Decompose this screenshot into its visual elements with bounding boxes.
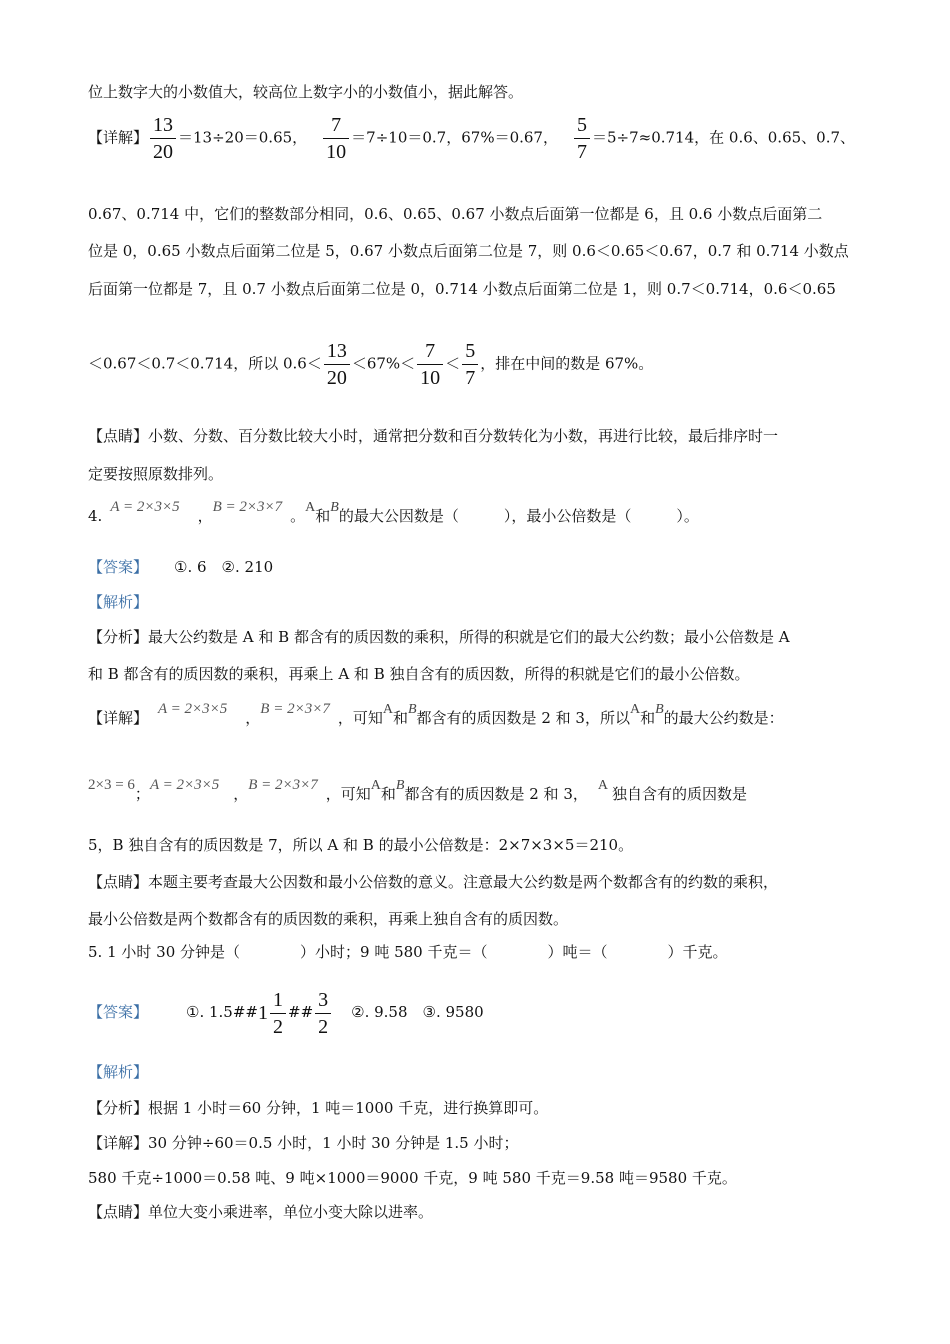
answer-label: 【答案】 [88,558,149,576]
expr-B: B = 2×3×7 [212,499,283,515]
q4-answer: 【答案】 ①. 6 ②. 210 [88,558,274,576]
q4-fenxi-cont: 和 B 都含有的质因数的乘积，再乘上 A 和 B 独自含有的质因数，所得的积就是它们的最小公倍数。 [88,665,750,683]
q5-analysis-label: 【解析】 [88,1063,149,1081]
fraction-7-10: $\frac{7}{10}$ [417,338,443,391]
tip-label: 【点睛】 [88,427,149,445]
q4-detail-2: 2×3 = 6；A = 2×3×5 ，B = 2×3×7 ，可知A和B都含有的质因数是 2 和 3， A 独自含有的质因数是 [88,777,748,803]
answer-label: 【答案】 [88,1003,149,1021]
detail-label: 【详解】 [88,1134,149,1152]
prev-analysis-line: 位上数字大的小数值大，较高位上数字小的小数值小，据此解答。 [88,83,524,101]
fraction-13-20: $\frac{13}{20}$ [324,338,350,391]
q5-detail: 【详解】30 分钟÷60＝0.5 小时，1 小时 30 分钟是 1.5 小时； [88,1134,519,1152]
fraction-3-2: $\frac{3}{2}$ [315,987,331,1040]
q4-detail-1: 【详解】 A = 2×3×5 ，B = 2×3×7 ，可知A和B都含有的质因数是 2 和 3，所以A和B的最大公约数是： [88,701,784,727]
fraction-7-10: $\frac{7}{10}$ [323,112,349,165]
expr-A: A = 2×3×5 [110,499,180,515]
question-5: 5. 1 小时 30 分钟是（ ）小时；9 吨 580 千克＝（ ）吨＝（ ）千克。 [88,943,728,961]
fraction-1-2: $\frac{1}{2}$ [270,987,286,1040]
fraction-5-7: $\frac{5}{7}$ [574,112,590,165]
fraction-5-7: $\frac{5}{7}$ [462,338,478,391]
detail-label: 【详解】 [88,709,149,727]
fenxi-label: 【分析】 [88,1099,149,1117]
q4-tip: 【点睛】本题主要考查最大公因数和最小公倍数的意义。注意最大公约数是两个数都含有的约数的乘积， [88,873,779,891]
question-4: 4. A = 2×3×5 ，B = 2×3×7 。A和B的最大公因数是（ ），最小公倍数是（ ）。 [88,499,699,525]
q5-answer: 【答案】 ①. 1.5##1 $\frac{1}{2}$ ## $\frac{3}{2}$ ②. 9.58 ③. 9580 [88,988,484,1038]
q5-fenxi: 【分析】根据 1 小时＝60 分钟，1 吨＝1000 千克，进行换算即可。 [88,1099,549,1117]
q4-detail-3: 5，B 独自含有的质因数是 7，所以 A 和 B 的最小公倍数是：2×7×3×5＝210。 [88,836,634,854]
tip-label: 【点睛】 [88,873,149,891]
q5-detail-cont: 580 千克÷1000＝0.58 吨、9 吨×1000＝9000 千克，9 吨 580 千克＝9.58 吨＝9580 千克。 [88,1169,737,1187]
q4-fenxi: 【分析】最大公约数是 A 和 B 都含有的质因数的乘积，所得的积就是它们的最大公约数；最小公倍数是 A [88,628,790,646]
q5-tip: 【点睛】单位大变小乘进率，单位小变大除以进率。 [88,1203,434,1221]
tip-label: 【点睛】 [88,1203,149,1221]
fraction-13-20: $\frac{13}{20}$ [150,112,176,165]
prev-text-line: 0.67、0.714 中，它们的整数部分相同，0.6、0.65、0.67 小数点后面第一位都是 6，且 0.6 小数点后面第二 [88,205,823,223]
prev-text-line: 位是 0，0.65 小数点后面第二位是 5，0.67 小数点后面第二位是 7，则 0.6＜0.65＜0.67，0.7 和 0.714 小数点 [88,242,849,260]
prev-tip-line: 【点睛】小数、分数、百分数比较大小时，通常把分数和百分数转化为小数，再进行比较，最后排序时一 [88,427,779,445]
prev-text-line: 后面第一位都是 7，且 0.7 小数点后面第二位是 0，0.714 小数点后面第二位是 1，则 0.7＜0.714，0.6＜0.65 [88,280,836,298]
q4-analysis-label: 【解析】 [88,593,149,611]
prev-detail-line: 【详解】 $\frac{13}{20}$ ＝13÷20＝0.65， $\frac{7}{10}$ ＝7÷10＝0.7，67%＝0.67， $\frac{5}{7}$ ＝5÷7≈0.714，在 0.6、0.65、0.7、 [88,114,856,163]
q4-tip-cont: 最小公倍数是两个数都含有的质因数的乘积，再乘上独自含有的质因数。 [88,910,569,928]
prev-compare-line: ＜0.67＜0.7＜0.714，所以 0.6＜ $\frac{13}{20}$ ＜67%＜ $\frac{7}{10}$ ＜ $\frac{5}{7}$ ，排在中间的数是 67%。 [88,340,654,389]
prev-tip-line: 定要按照原数排列。 [88,465,224,483]
detail-label: 【详解】 [88,128,149,147]
fenxi-label: 【分析】 [88,628,149,646]
